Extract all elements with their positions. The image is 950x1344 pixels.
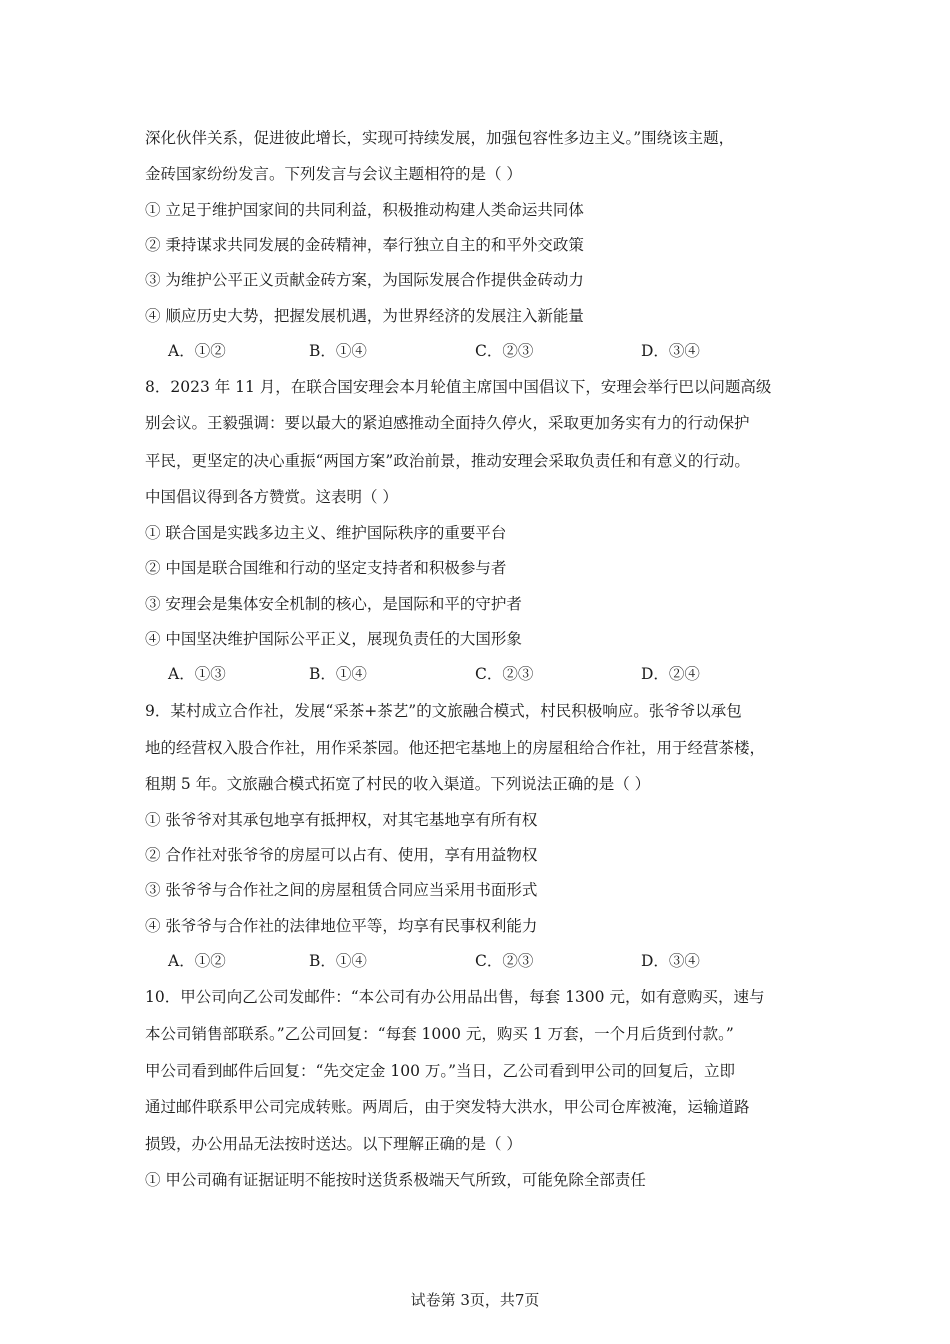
q9-stem-line-3: 租期 5 年。文旅融合模式拓宽了村民的收入渠道。下列说法正确的是（ ） [145,775,651,793]
q9-stem-line-2: 地的经营权入股合作社，用作采茶园。他还把宅基地上的房屋租给合作社，用于经营茶楼， [145,739,766,757]
q8-statement-2: ② 中国是联合国维和行动的坚定支持者和积极参与者 [145,559,507,577]
q8-statement-4: ④ 中国坚决维护国际公平正义，展现负责任的大国形象 [145,630,522,648]
q7-options [168,341,768,361]
q8-stem-line-4: 中国倡议得到各方赞赏。这表明（ ） [145,488,398,506]
q8-stem-line-1: 8．2023 年 11 月，在联合国安理会本月轮值主席国中国倡议下，安理会举行巴以问题高级 [145,378,772,396]
q8-statement-3: ③ 安理会是集体安全机制的核心，是国际和平的守护者 [145,595,522,613]
q8-option-b[interactable]: B．①④ [309,665,367,683]
q10-stem-line-4: 通过邮件联系甲公司完成转账。两周后，由于突发特大洪水，甲公司仓库被淹，运输道路 [145,1098,750,1116]
q7-option-d[interactable]: D．③④ [641,342,700,360]
q7-option-c[interactable]: C．②③ [475,342,534,360]
q7-stem-line-1: 深化伙伴关系，促进彼此增长，实现可持续发展，加强包容性多边主义。”围绕该主题， [145,129,735,147]
q10-stem-line-5: 损毁，办公用品无法按时送达。以下理解正确的是（ ） [145,1135,522,1153]
q7-statement-3: ③ 为维护公平正义贡献金砖方案，为国际发展合作提供金砖动力 [145,271,584,289]
q10-stem-line-3: 甲公司看到邮件后回复：“先交定金 100 万。”当日，乙公司看到甲公司的回复后，立即 [145,1062,736,1080]
q9-option-c[interactable]: C．②③ [475,952,534,970]
q8-stem-line-3: 平民，更坚定的决心重振“两国方案”政治前景，推动安理会采取负责任和有意义的行动。 [145,452,750,470]
q8-options [168,664,768,684]
q7-option-a[interactable]: A．①② [168,342,226,360]
q8-option-c[interactable]: C．②③ [475,665,534,683]
q9-option-d[interactable]: D．③④ [641,952,700,970]
q9-options [168,951,768,971]
q10-stem-line-2: 本公司销售部联系。”乙公司回复：“每套 1000 元，购买 1 万套，一个月后货到付款。” [145,1025,734,1043]
q7-statement-2: ② 秉持谋求共同发展的金砖精神，奉行独立自主的和平外交政策 [145,236,584,254]
q9-option-a[interactable]: A．①② [168,952,226,970]
page-footer: 试卷第 3页，共7页 [410,1291,540,1309]
q9-option-b[interactable]: B．①④ [309,952,367,970]
q9-stem-line-1: 9．某村成立合作社，发展“采茶+茶艺”的文旅融合模式，村民积极响应。张爷爷以承包 [145,702,742,720]
q10-stem-line-1: 10．甲公司向乙公司发邮件：“本公司有办公用品出售，每套 1300 元，如有意购买，速与 [145,988,765,1006]
q10-statement-1: ① 甲公司确有证据证明不能按时送货系极端天气所致，可能免除全部责任 [145,1171,646,1189]
q9-statement-1: ① 张爷爷对其承包地享有抵押权，对其宅基地享有所有权 [145,811,538,829]
q9-statement-3: ③ 张爷爷与合作社之间的房屋租赁合同应当采用书面形式 [145,881,538,899]
q8-option-d[interactable]: D．②④ [641,665,700,683]
q9-statement-4: ④ 张爷爷与合作社的法律地位平等，均享有民事权利能力 [145,917,538,935]
q8-stem-line-2: 别会议。王毅强调：要以最大的紧迫感推动全面持久停火，采取更加务实有力的行动保护 [145,414,750,432]
q7-statement-4: ④ 顺应历史大势，把握发展机遇，为世界经济的发展注入新能量 [145,307,584,325]
q7-statement-1: ① 立足于维护国家间的共同利益，积极推动构建人类命运共同体 [145,201,584,219]
q7-option-b[interactable]: B．①④ [309,342,367,360]
q8-statement-1: ① 联合国是实践多边主义、维护国际秩序的重要平台 [145,524,507,542]
q7-stem-line-2: 金砖国家纷纷发言。下列发言与会议主题相符的是（ ） [145,165,522,183]
q8-option-a[interactable]: A．①③ [168,665,226,683]
q9-statement-2: ② 合作社对张爷爷的房屋可以占有、使用，享有用益物权 [145,846,538,864]
